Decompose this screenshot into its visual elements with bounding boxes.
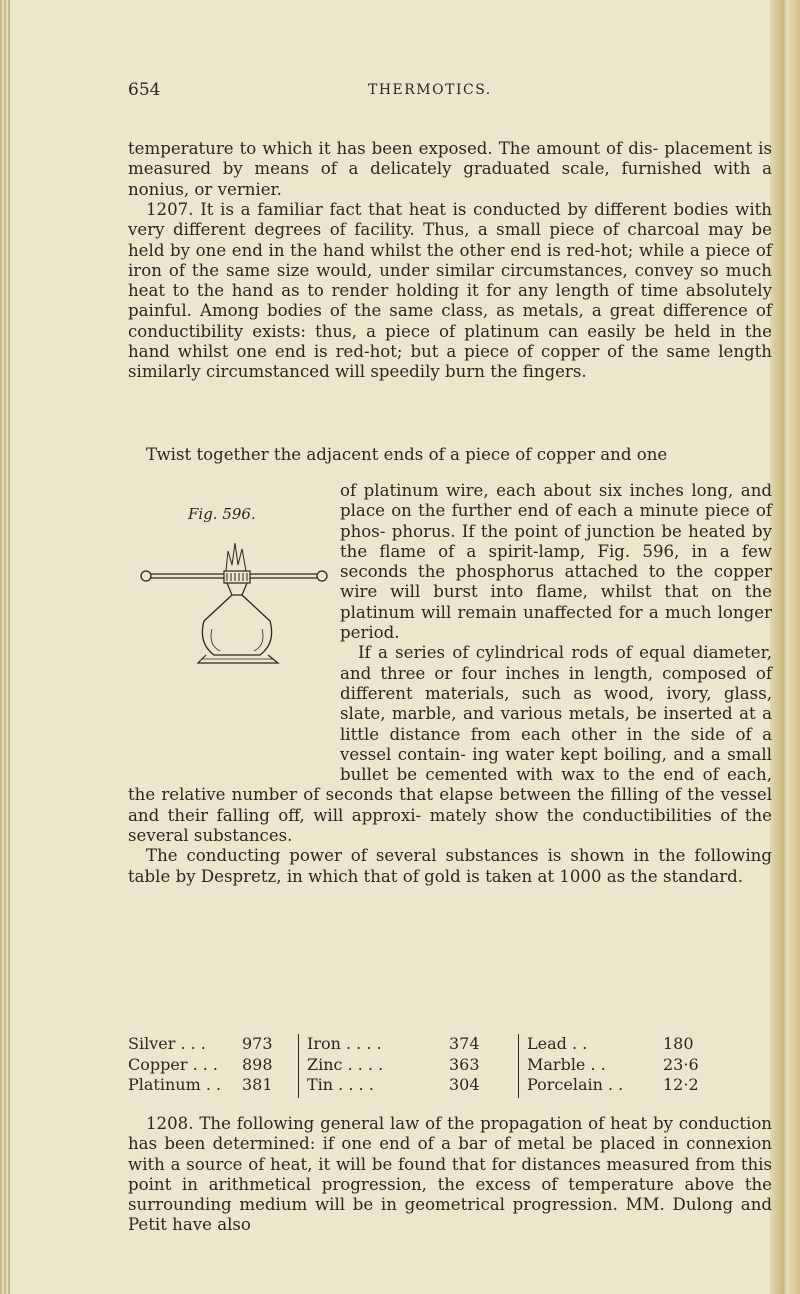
substance-value: 23·6: [663, 1054, 699, 1074]
paragraph-twist-body: of platinum wire, each about six inches long, and place on the further end of each a minute piece of phos- phorus. If the point of junction be heated by the flame of a spirit-lamp, Fig. 596, in a few seconds the phosphorus attached to the copper wire will burst into flame, whilst that on the platinum will remain unaffected for a much longer period.: [340, 481, 772, 643]
substance-name: Copper . . .: [128, 1054, 218, 1074]
table-row: [128, 1055, 288, 1076]
substance-name: Silver . . .: [128, 1034, 206, 1053]
figure-block: [128, 481, 772, 887]
table-column-2: [298, 1034, 509, 1098]
substance-name: Platinum . .: [128, 1075, 222, 1094]
substance-value: 304: [449, 1075, 480, 1094]
substance-value: 374: [449, 1034, 480, 1053]
substance-name: Iron . . . .: [307, 1034, 382, 1053]
page-edge-right: [770, 0, 800, 1294]
substance-name: Zinc . . . .: [307, 1054, 384, 1074]
paragraph-twist-lead: Twist together the adjacent ends of a piece of copper and one: [146, 445, 668, 464]
substance-value: 363: [449, 1054, 480, 1074]
table-row: [128, 1075, 288, 1096]
table-row: [128, 1034, 288, 1055]
conductivity-table: [128, 1034, 764, 1098]
table-row: [527, 1075, 772, 1096]
table-row: [307, 1034, 509, 1055]
substance-name: Lead . .: [527, 1034, 588, 1053]
substance-value: 973: [242, 1034, 273, 1053]
substance-value: 180: [663, 1034, 694, 1053]
substance-name: Tin . . . .: [307, 1075, 374, 1094]
table-row: [527, 1055, 772, 1076]
table-column-3: [518, 1034, 772, 1098]
substance-value: 381: [242, 1075, 273, 1094]
page-header: [128, 80, 768, 104]
spirit-lamp-illustration: [128, 521, 340, 671]
page-edge-left: [0, 0, 10, 1294]
paragraph-1208: 1208. The following general law of the propagation of heat by conduction has been determined: if one end of a bar of metal be placed in connexion with a source of heat, it will be found that for distances measured from this point in arithmetical progression, the excess of temperature above the surrounding medium will be in geometrical progression. MM. Dulong and Petit have also: [128, 1114, 772, 1235]
figure-label: Fig. 596.: [188, 505, 256, 523]
table-row: [527, 1034, 772, 1055]
running-title: THERMOTICS.: [368, 82, 492, 98]
substance-name: Marble . .: [527, 1054, 606, 1074]
substance-name: Porcelain . .: [527, 1075, 624, 1094]
substance-value: 898: [242, 1054, 273, 1074]
table-row: [307, 1075, 509, 1096]
substance-value: 12·2: [663, 1075, 699, 1094]
page-number: 654: [128, 80, 161, 100]
paragraph-cylindrical-rods: If a series of cylindrical rods of equal diameter, and three or four inches in length, composed of different materials, such as wood, ivory, glass, slate, marble, and various metals, be inserted at a little distance from each other in the side of a vessel contain- ing water kept boiling, and a small bullet be cemented with wax to the end of each, the relative number of seconds that elapse between the filling of the vessel and their falling off, will approxi- mately show the conductibilities of the several substances.: [128, 643, 772, 846]
figure-596: [128, 481, 340, 779]
table-column-1: [128, 1034, 288, 1098]
paragraph-1207: 1207. It is a familiar fact that heat is conducted by different bodies with very different degrees of facility. Thus, a small piece of charcoal may be held by one end in the hand whilst the other end is red-hot; while a piece of iron of the same size would, under similar circumstances, convey so much heat to the hand as to render holding it for any length of time absolutely painful. Among bodies of the same class, as metals, a great difference of conductibility exists: thus, a piece of platinum can easily be held in the hand whilst one end is red-hot; but a piece of copper of the same length similarly circumstanced will speedily burn the fingers.: [128, 200, 772, 382]
table-row: [307, 1055, 509, 1076]
paragraph-conducting-power: The conducting power of several substances is shown in the following table by Despretz, in which that of gold is taken at 1000 as the standard.: [128, 846, 772, 886]
paragraph-1: temperature to which it has been exposed. The amount of dis- placement is measured by means of a delicately graduated scale, furnished with a nonius, or vernier.: [128, 139, 772, 199]
